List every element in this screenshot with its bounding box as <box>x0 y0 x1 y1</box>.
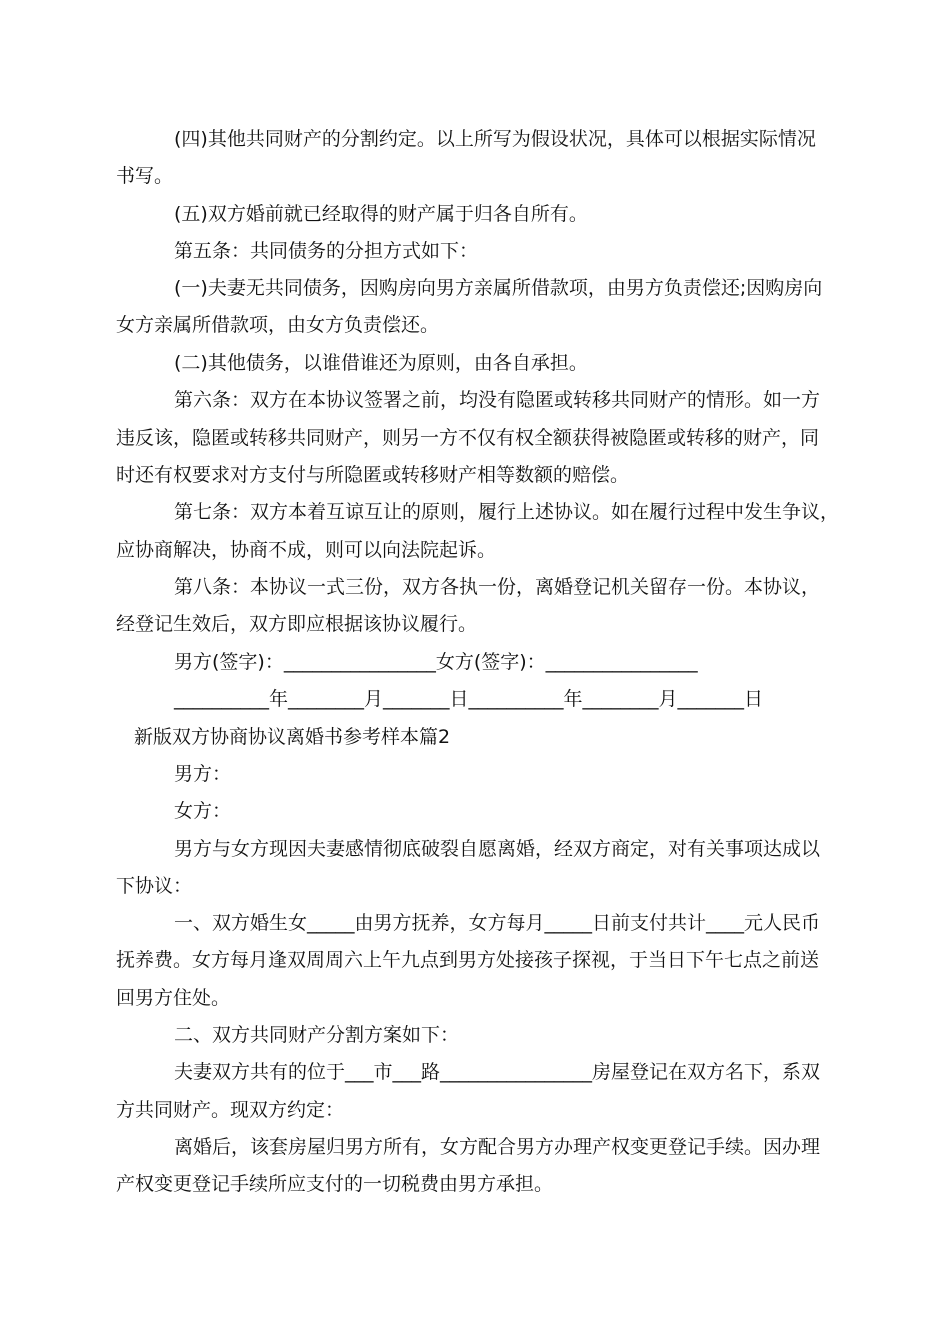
text-line: 下协议： <box>116 875 193 897</box>
text-line: 男方与女方现因夫妻感情彻底破裂自愿离婚，经双方商定，对有关事项达成以 <box>174 838 821 860</box>
text-line: 应协商解决，协商不成，则可以向法院起诉。 <box>116 539 497 561</box>
text-line: 产权变更登记手续所应支付的一切税费由男方承担。 <box>116 1173 554 1195</box>
text-line: 男方： <box>174 763 232 785</box>
text-line: 女方亲属所借款项，由女方负责偿还。 <box>116 314 440 336</box>
text-line: 女方： <box>174 800 232 822</box>
text-line: 一、双方婚生女_____由男方抚养，女方每月_____日前支付共计____元人民币 <box>174 912 821 934</box>
section-heading: 新版双方协商协议离婚书参考样本篇2 <box>134 726 451 748</box>
text-line: 违反该，隐匿或转移共同财产，则另一方不仅有权全额获得被隐匿或转移的财产，同 <box>116 427 820 449</box>
text-line: 方共同财产。现双方约定： <box>116 1099 345 1121</box>
text-line: 第七条：双方本着互谅互让的原则，履行上述协议。如在履行过程中发生争议， <box>174 501 840 523</box>
text-line: 夫妻双方共有的位于___市___路________________房屋登记在双方名下，系双 <box>174 1061 821 1083</box>
text-line: (一)夫妻无共同债务，因购房向男方亲属所借款项，由男方负责偿还;因购房向 <box>174 277 823 299</box>
text-line: (二)其他债务，以谁借谁还为原则，由各自承担。 <box>174 352 588 374</box>
text-line: 第八条：本协议一式三份，双方各执一份，离婚登记机关留存一份。本协议， <box>174 576 821 598</box>
text-line: 经登记生效后，双方即应根据该协议履行。 <box>116 613 478 635</box>
text-line: 第五条：共同债务的分担方式如下： <box>174 240 479 262</box>
text-line: (四)其他共同财产的分割约定。以上所写为假设状况，具体可以根据实际情况 <box>174 128 816 150</box>
text-line: 时还有权要求对方支付与所隐匿或转移财产相等数额的赔偿。 <box>116 464 630 486</box>
text-line: 回男方住处。 <box>116 987 231 1009</box>
text-line: (五)双方婚前就已经取得的财产属于归各自所有。 <box>174 203 588 225</box>
date-line: __________年________月_______日__________年________月_______日 <box>174 688 764 710</box>
text-line: 离婚后，该套房屋归男方所有，女方配合男方办理产权变更登记手续。因办理 <box>174 1136 821 1158</box>
text-line: 抚养费。女方每月逢双周周六上午九点到男方处接孩子探视，于当日下午七点之前送 <box>116 949 820 971</box>
text-line: 第六条：双方在本协议签署之前，均没有隐匿或转移共同财产的情形。如一方 <box>174 389 821 411</box>
text-line: 二、双方共同财产分割方案如下： <box>174 1024 460 1046</box>
text-line: 书写。 <box>116 165 174 187</box>
signature-line: 男方(签字)：________________女方(签字)：________________ <box>174 651 698 673</box>
